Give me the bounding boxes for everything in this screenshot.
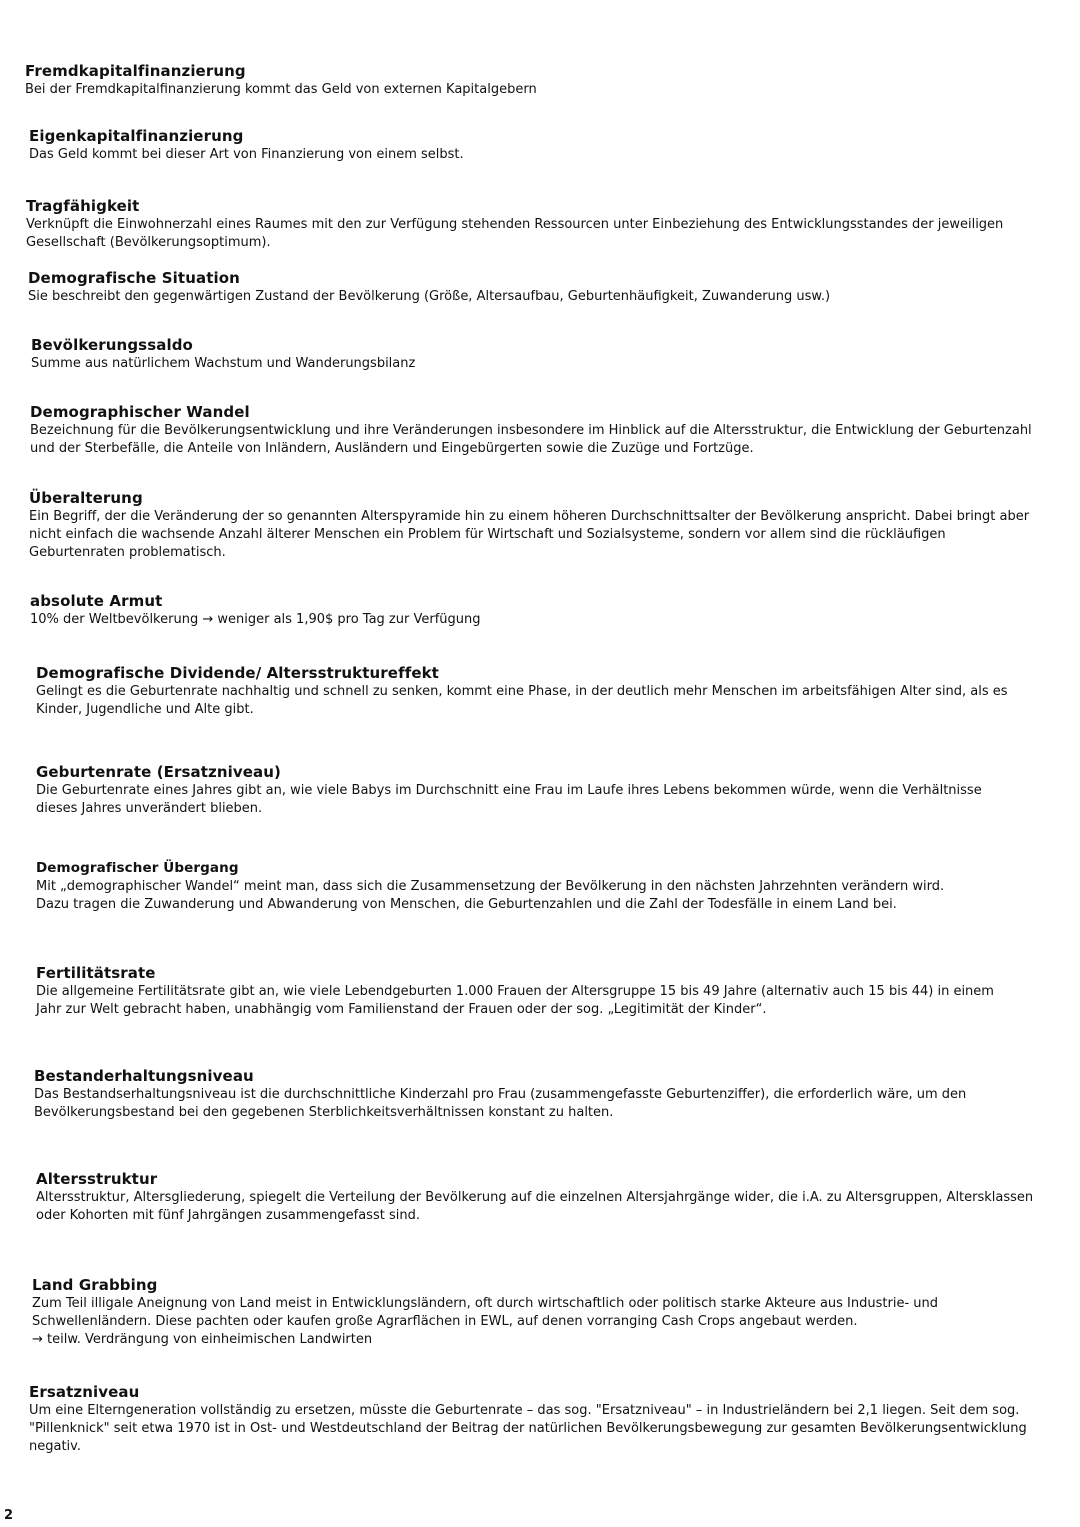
glossary-entry bbox=[36, 859, 1066, 914]
glossary-entry bbox=[25, 62, 1055, 99]
entry-definition: Sie beschreibt den gegenwärtigen Zustand der Bevölkerung (Größe, Altersaufbau, Geburtenhäufigkeit, Zuwanderung usw.) bbox=[28, 289, 831, 304]
glossary-entry bbox=[36, 763, 1066, 818]
entry-term: Fremdkapitalfinanzierung bbox=[25, 62, 246, 80]
page-number: 2 bbox=[4, 1508, 14, 1523]
entry-term: Demografische Situation bbox=[28, 269, 240, 287]
glossary-entry bbox=[36, 1170, 1066, 1225]
glossary-entry bbox=[34, 1067, 1064, 1122]
entry-definition: 10% der Weltbevölkerung → weniger als 1,90$ pro Tag zur Verfügung bbox=[30, 612, 481, 627]
entry-term: Tragfähigkeit bbox=[26, 197, 140, 215]
entry-term: absolute Armut bbox=[30, 592, 163, 610]
entry-term: Überalterung bbox=[29, 489, 143, 507]
entry-definition: Die allgemeine Fertilitätsrate gibt an, wie viele Lebendgeburten 1.000 Frauen der Altersgruppe 15 bis 49 Jahre (alternativ auch 15 bis 44) in einem Jahr zur Welt gebracht haben, unabhängig vom Familienstand der Frauen oder der sog. „Legitimität der Kinder“. bbox=[36, 984, 994, 1017]
entry-term: Land Grabbing bbox=[32, 1276, 158, 1294]
entry-term: Bestanderhaltungsniveau bbox=[34, 1067, 254, 1085]
entry-term: Demografischer Übergang bbox=[36, 860, 239, 876]
entry-term: Ersatzniveau bbox=[29, 1383, 140, 1401]
glossary-entry bbox=[29, 1383, 1059, 1456]
entry-definition: Zum Teil illigale Aneignung von Land meist in Entwicklungsländern, oft durch wirtschaftlich oder politisch starke Akteure aus Industrie- und Schwellenländern. Diese pachten oder kaufen große Agrarflächen in EWL, auf denen vorranging Cash Crops angebaut werden. → teilw. Verdrängung von einheimischen Landwirten bbox=[32, 1296, 939, 1347]
entry-term: Bevölkerungssaldo bbox=[31, 336, 193, 354]
entry-term: Demographischer Wandel bbox=[30, 403, 250, 421]
entry-definition: Ein Begriff, der die Veränderung der so genannten Alterspyramide hin zu einem höheren Durchschnittsalter der Bevölkerung anspricht. Dabei bringt aber nicht einfach die wachsende Anzahl älterer Menschen ein Problem für Wirtschaft und Sozialsysteme, sondern vor allem sind die rückläufigen Geburtenraten problematisch. bbox=[29, 509, 1030, 560]
glossary-entry bbox=[31, 336, 1061, 373]
glossary-entry bbox=[29, 127, 1059, 164]
entry-term: Fertilitätsrate bbox=[36, 964, 156, 982]
entry-definition: Gelingt es die Geburtenrate nachhaltig und schnell zu senken, kommt eine Phase, in der deutlich mehr Menschen im arbeitsfähigen Alter sind, als es Kinder, Jugendliche und Alte gibt. bbox=[36, 684, 1008, 717]
entry-definition: Das Bestandserhaltungsniveau ist die durchschnittliche Kinderzahl pro Frau (zusammengefasste Geburtenziffer), die erforderlich wäre, um den Bevölkerungsbestand bei den gegebenen Sterblichkeitsverhältnissen konstant zu halten. bbox=[34, 1087, 967, 1120]
glossary-entry bbox=[36, 664, 1066, 719]
entry-definition: Verknüpft die Einwohnerzahl eines Raumes mit den zur Verfügung stehenden Ressourcen unter Einbeziehung des Entwicklungsstandes der jeweiligen Gesellschaft (Bevölkerungsoptimum). bbox=[26, 217, 1004, 250]
entry-term: Geburtenrate (Ersatzniveau) bbox=[36, 763, 281, 781]
entry-definition: Bei der Fremdkapitalfinanzierung kommt das Geld von externen Kapitalgebern bbox=[25, 82, 537, 97]
entry-definition: Altersstruktur, Altersgliederung, spiegelt die Verteilung der Bevölkerung auf die einzelnen Altersjahrgänge wider, die i.A. zu Altersgruppen, Altersklassen oder Kohorten mit fünf Jahrgängen zusammengefasst sind. bbox=[36, 1190, 1034, 1223]
entry-term: Altersstruktur bbox=[36, 1170, 158, 1188]
glossary-entry bbox=[26, 197, 1056, 252]
entry-term: Eigenkapitalfinanzierung bbox=[29, 127, 244, 145]
entry-definition: Mit „demographischer Wandel“ meint man, dass sich die Zusammensetzung der Bevölkerung in den nächsten Jahrzehnten verändern wird. Dazu tragen die Zuwanderung und Abwanderung von Menschen, die Geburtenzahlen und die Zahl der Todesfälle in einem Land bei. bbox=[36, 879, 945, 912]
glossary-entry bbox=[28, 269, 1058, 306]
glossary-entry bbox=[29, 489, 1059, 562]
entry-definition: Um eine Elterngeneration vollständig zu ersetzen, müsste die Geburtenrate – das sog. "Ersatzniveau" – in Industrieländern bei 2,1 liegen. Seit dem sog. "Pillenknick" seit etwa 1970 ist in Ost- und Westdeutschland der Beitrag der natürlichen Bevölkerungsbewegung zur gesamten Bevölkerungsentwicklung negativ. bbox=[29, 1403, 1027, 1454]
entry-definition: Das Geld kommt bei dieser Art von Finanzierung von einem selbst. bbox=[29, 147, 464, 162]
glossary-entry bbox=[30, 403, 1060, 458]
glossary-entry bbox=[30, 592, 1060, 629]
entry-term: Demografische Dividende/ Altersstruktureffekt bbox=[36, 664, 439, 682]
entry-definition: Summe aus natürlichem Wachstum und Wanderungsbilanz bbox=[31, 356, 416, 371]
entry-definition: Bezeichnung für die Bevölkerungsentwicklung und ihre Veränderungen insbesondere im Hinblick auf die Altersstruktur, die Entwicklung der Geburtenzahl und der Sterbefälle, die Anteile von Inländern, Ausländern und Eingebürgerten sowie die Zuzüge und Fortzüge. bbox=[30, 423, 1032, 456]
entry-definition: Die Geburtenrate eines Jahres gibt an, wie viele Babys im Durchschnitt eine Frau im Laufe ihres Lebens bekommen würde, wenn die Verhältnisse dieses Jahres unverändert blieben. bbox=[36, 783, 982, 816]
glossary-entry bbox=[32, 1276, 1062, 1349]
glossary-entry bbox=[36, 964, 1066, 1019]
